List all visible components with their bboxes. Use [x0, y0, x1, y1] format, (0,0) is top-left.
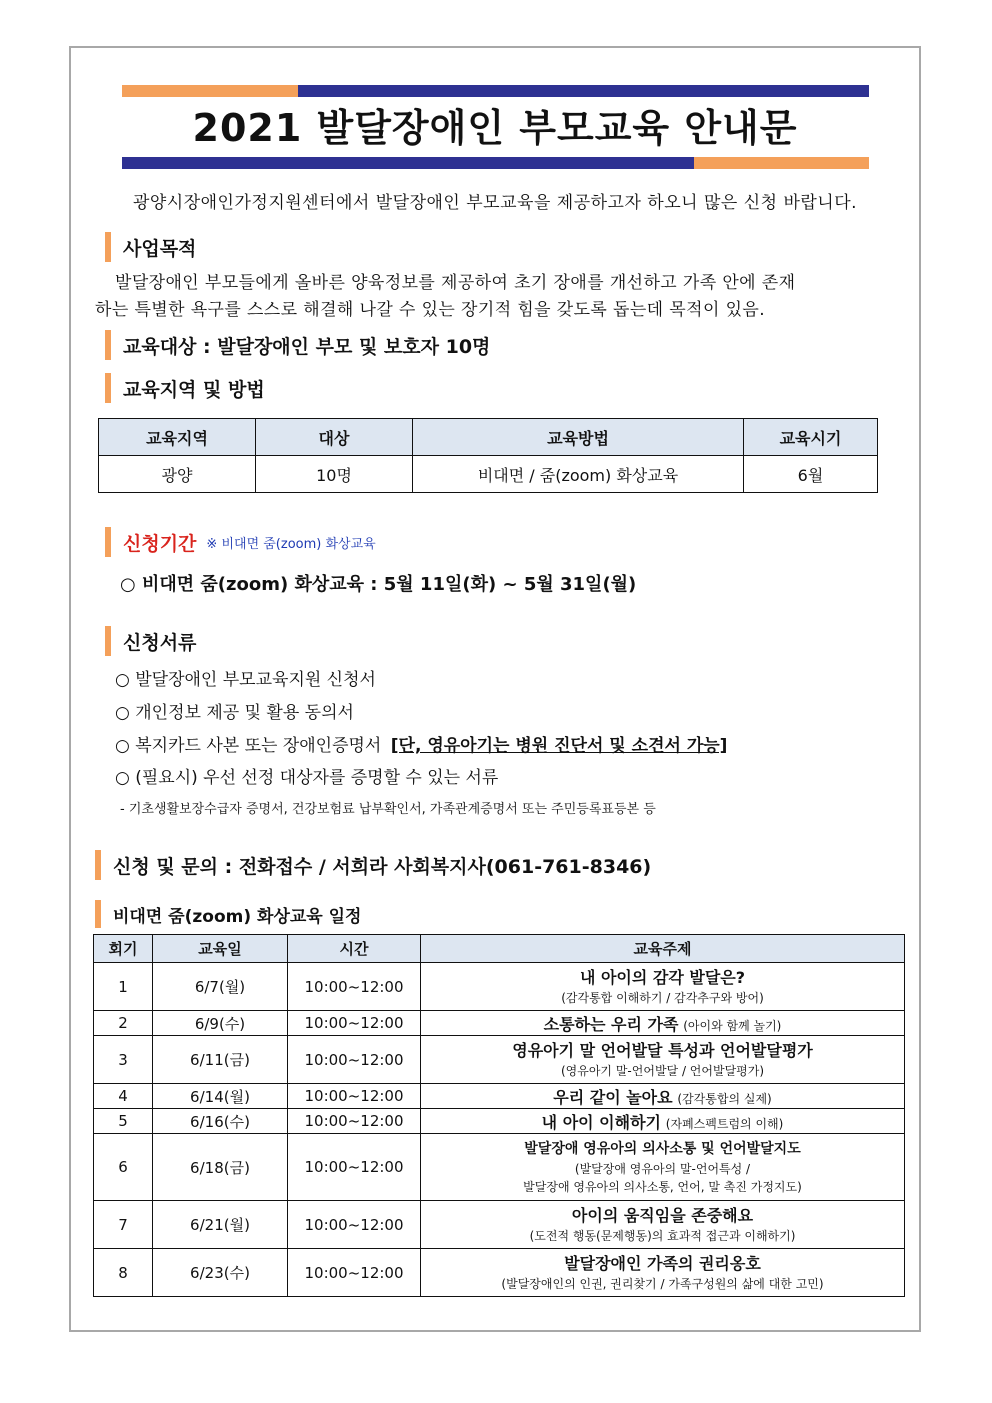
region-cell: 6월 — [744, 456, 878, 493]
topic-subtitle: (아이와 함께 놀기) — [683, 1018, 782, 1033]
target-heading-text: 교육대상 : 발달장애인 부모 및 보호자 10명 — [123, 335, 491, 358]
schedule-col-header: 교육일 — [153, 935, 288, 963]
session-time: 10:00~12:00 — [288, 1084, 421, 1109]
contact-heading-text: 신청 및 문의 : 전화접수 / 서희라 사회복지사(061-761-8346) — [113, 855, 652, 878]
period-heading-text: 신청기간 — [123, 532, 197, 555]
session-topic — [421, 1134, 905, 1201]
document-item: ○ (필요시) 우선 선정 대상자를 증명할 수 있는 서류 — [115, 768, 499, 788]
topic-title: 발달장애 영유아의 의사소통 및 언어발달지도 — [524, 1141, 801, 1157]
session-topic — [421, 1084, 905, 1109]
session-date: 6/11(금) — [153, 1036, 288, 1084]
session-date: 6/9(수) — [153, 1011, 288, 1036]
topic-subtitle: (영유아기 말-언어발달 / 언어발달평가) — [560, 1063, 765, 1078]
session-date: 6/7(월) — [153, 963, 288, 1011]
topic-title: 내 아이 이해하기 — [541, 1112, 662, 1132]
region-col-header: 교육방법 — [413, 419, 744, 456]
heading-marker — [105, 626, 111, 656]
session-number: 8 — [94, 1249, 153, 1297]
schedule-row — [94, 1036, 905, 1084]
page-title: 2021 발달장애인 부모교육 안내문 — [192, 106, 798, 150]
heading-marker — [105, 232, 111, 262]
heading-marker — [105, 373, 111, 403]
schedule-row — [94, 1109, 905, 1134]
topic-subtitle: (감각통합 이해하기 / 감각추구와 방어) — [561, 990, 764, 1005]
topic-subtitle-2: 발달장애 영유아의 의사소통, 언어, 말 촉진 가정지도) — [523, 1180, 802, 1194]
target-heading — [105, 330, 490, 360]
session-time: 10:00~12:00 — [288, 1249, 421, 1297]
heading-marker — [105, 330, 111, 360]
region-table — [98, 418, 878, 493]
schedule-row — [94, 1201, 905, 1249]
heading-marker — [95, 900, 101, 928]
region-col-header: 교육지역 — [99, 419, 256, 456]
schedule-col-header: 시간 — [288, 935, 421, 963]
session-topic — [421, 1036, 905, 1084]
documents-heading-text: 신청서류 — [123, 631, 197, 654]
session-time: 10:00~12:00 — [288, 1109, 421, 1134]
session-number: 1 — [94, 963, 153, 1011]
topic-subtitle: (발달장애인의 인권, 권리찾기 / 가족구성원의 삶에 대한 고민) — [501, 1276, 824, 1291]
topic-subtitle: (감각통합의 실제) — [677, 1091, 772, 1106]
documents-footnote: - 기초생활보장수급자 증명서, 건강보험료 납부확인서, 가족관계증명서 또는 주민등록표등본 등 — [120, 802, 656, 817]
session-time: 10:00~12:00 — [288, 1201, 421, 1249]
session-number: 2 — [94, 1011, 153, 1036]
region-table-header — [99, 419, 878, 456]
topic-title: 영유아기 말 언어발달 특성과 언어발달평가 — [512, 1040, 813, 1060]
schedule-table — [93, 934, 905, 1297]
title-bar-top-navy — [298, 85, 869, 97]
session-time: 10:00~12:00 — [288, 1036, 421, 1084]
schedule-row — [94, 1084, 905, 1109]
title-bar-top-orange — [122, 85, 298, 97]
schedule-row — [94, 1011, 905, 1036]
topic-title: 발달장애인 가족의 권리옹호 — [564, 1253, 761, 1273]
session-date: 6/16(수) — [153, 1109, 288, 1134]
title-bar-bottom-navy — [122, 157, 694, 169]
region-heading — [105, 373, 265, 403]
session-number: 4 — [94, 1084, 153, 1109]
session-topic — [421, 963, 905, 1011]
schedule-col-header: 회기 — [94, 935, 153, 963]
session-date: 6/18(금) — [153, 1134, 288, 1201]
contact-heading — [95, 850, 651, 880]
session-number: 5 — [94, 1109, 153, 1134]
region-cell: 광양 — [99, 456, 256, 493]
heading-marker — [95, 850, 101, 880]
session-topic — [421, 1109, 905, 1134]
session-time: 10:00~12:00 — [288, 1011, 421, 1036]
topic-subtitle: (발달장애 영유아의 말-언어특성 / — [574, 1162, 751, 1176]
schedule-heading — [95, 900, 361, 928]
document-item — [115, 731, 727, 756]
session-date: 6/23(수) — [153, 1249, 288, 1297]
schedule-row — [94, 1249, 905, 1297]
region-cell: 10명 — [256, 456, 413, 493]
session-topic — [421, 1011, 905, 1036]
topic-title: 우리 같이 놀아요 — [553, 1087, 673, 1107]
purpose-line-1: 발달장애인 부모들에게 올바른 양육정보를 제공하여 초기 장애를 개선하고 가족 안에 존재 — [115, 273, 796, 293]
session-number: 6 — [94, 1134, 153, 1201]
region-col-header: 대상 — [256, 419, 413, 456]
document-note-underlined: [단, 영유아기는 병원 진단서 및 소견서 가능] — [390, 736, 728, 756]
session-topic — [421, 1249, 905, 1297]
schedule-table-header — [94, 935, 905, 963]
document-item: ○ 개인정보 제공 및 활용 동의서 — [115, 703, 354, 723]
topic-subtitle: (자폐스펙트럼의 이해) — [665, 1116, 784, 1131]
period-heading — [105, 527, 376, 557]
session-topic — [421, 1201, 905, 1249]
region-heading-text: 교육지역 및 방법 — [123, 378, 265, 401]
session-date: 6/14(월) — [153, 1084, 288, 1109]
topic-subtitle: (도전적 행동(문제행동)의 효과적 접근과 이해하기) — [529, 1228, 796, 1243]
region-table-row — [99, 456, 878, 493]
period-note: ※ 비대면 줌(zoom) 화상교육 — [206, 536, 376, 552]
document-item-text: ○ 복지카드 사본 또는 장애인증명서 — [115, 736, 382, 756]
session-time: 10:00~12:00 — [288, 963, 421, 1011]
schedule-heading-text: 비대면 줌(zoom) 화상교육 일정 — [113, 906, 362, 927]
intro-text: 광양시장애인가정지원센터에서 발달장애인 부모교육을 제공하고자 하오니 많은 신청 바랍니다. — [132, 193, 858, 213]
schedule-row — [94, 1134, 905, 1201]
document-item: ○ 발달장애인 부모교육지원 신청서 — [115, 670, 376, 690]
topic-title: 소통하는 우리 가족 — [543, 1014, 679, 1034]
schedule-col-header: 교육주제 — [421, 935, 905, 963]
session-date: 6/21(월) — [153, 1201, 288, 1249]
documents-heading — [105, 626, 196, 656]
topic-title: 내 아이의 감각 발달은? — [579, 967, 746, 987]
schedule-row — [94, 963, 905, 1011]
session-number: 3 — [94, 1036, 153, 1084]
period-detail: ○ 비대면 줌(zoom) 화상교육 : 5월 11일(화) ~ 5월 31일(월) — [120, 574, 637, 595]
session-time: 10:00~12:00 — [288, 1134, 421, 1201]
region-cell: 비대면 / 줌(zoom) 화상교육 — [413, 456, 744, 493]
topic-title: 아이의 움직임을 존중해요 — [571, 1205, 754, 1225]
title-bar-bottom-orange — [694, 157, 869, 169]
purpose-heading-text: 사업목적 — [123, 237, 197, 260]
purpose-line-2: 하는 특별한 욕구를 스스로 해결해 나갈 수 있는 장기적 힘을 갖도록 돕는데 목적이 있음. — [95, 300, 766, 320]
session-number: 7 — [94, 1201, 153, 1249]
region-col-header: 교육시기 — [744, 419, 878, 456]
heading-marker — [105, 527, 111, 557]
purpose-heading — [105, 232, 196, 262]
